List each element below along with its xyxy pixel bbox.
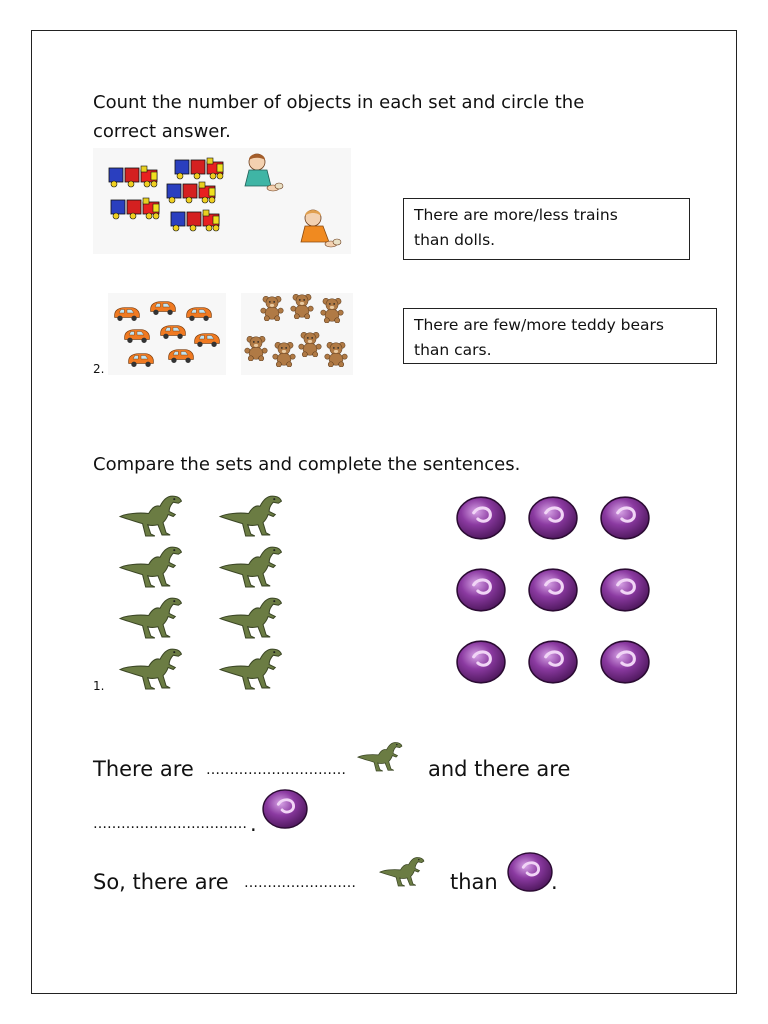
purple-marble-icon — [599, 495, 651, 541]
car-icon — [112, 303, 142, 323]
sentence3-part2: than — [450, 870, 498, 894]
sentence2-blank[interactable]: …………………………… — [93, 816, 247, 832]
car-icon — [122, 325, 152, 345]
box1-line1: There are more/less trains — [414, 206, 618, 224]
car-icon — [184, 303, 214, 323]
car-icon — [166, 345, 196, 365]
count-instruction-line1: Count the number of objects in each set and circle the — [93, 92, 585, 113]
set-number-1: 1. — [93, 679, 105, 693]
teddy-bear-icon — [243, 335, 269, 361]
purple-marble-icon — [455, 567, 507, 613]
dinosaur-icon — [116, 492, 208, 538]
teddy-bears-picture — [241, 293, 353, 375]
sentence3-blank[interactable]: …………………… — [244, 875, 356, 891]
sentence1-part2: and there are — [428, 757, 571, 781]
train-icon — [169, 206, 224, 236]
dinosaur-icon — [216, 492, 308, 538]
sentence2-end: . — [250, 812, 257, 836]
dinosaur-icon — [216, 645, 308, 691]
box2-line2: than cars. — [414, 341, 492, 359]
purple-marble-icon — [527, 567, 579, 613]
trains-dolls-picture — [93, 148, 351, 254]
purple-marble-icon — [455, 495, 507, 541]
dinosaur-icon — [377, 848, 443, 894]
teddy-bear-icon — [259, 295, 285, 321]
teddy-bear-icon — [319, 297, 345, 323]
answer-box-teddy-cars[interactable] — [403, 308, 717, 364]
car-icon — [148, 297, 178, 317]
car-icon — [126, 349, 156, 369]
train-icon — [107, 162, 162, 192]
purple-marble-icon — [455, 639, 507, 685]
set-number-2: 2. — [93, 362, 105, 376]
sentence1-part1: There are — [93, 757, 194, 781]
doll-icon — [297, 206, 342, 251]
cars-picture — [108, 293, 226, 375]
train-icon — [109, 194, 164, 224]
teddy-bear-icon — [289, 293, 315, 319]
purple-marble-icon — [527, 495, 579, 541]
sentence1-blank[interactable]: ………………………… — [206, 762, 346, 778]
purple-marble-icon — [599, 639, 651, 685]
teddy-bear-icon — [323, 341, 349, 367]
purple-marble-icon — [599, 567, 651, 613]
purple-marble-icon — [527, 639, 579, 685]
teddy-bear-icon — [297, 331, 323, 357]
count-instruction-line2: correct answer. — [93, 121, 231, 142]
purple-marble-icon — [261, 788, 309, 830]
dinosaur-icon — [216, 543, 308, 589]
count-instruction — [93, 88, 693, 146]
dinosaur-icon — [116, 645, 208, 691]
car-icon — [192, 329, 222, 349]
doll-icon — [239, 150, 284, 195]
dinosaur-icon — [355, 733, 421, 779]
train-icon — [165, 178, 220, 208]
compare-instruction: Compare the sets and complete the sentences. — [93, 454, 521, 475]
teddy-bear-icon — [271, 341, 297, 367]
dinosaur-icon — [116, 543, 208, 589]
box1-line2: than dolls. — [414, 231, 496, 249]
answer-box-trains-dolls[interactable] — [403, 198, 690, 260]
sentence3-part1: So, there are — [93, 870, 229, 894]
dinosaur-icon — [216, 594, 308, 640]
dinosaur-icon — [116, 594, 208, 640]
car-icon — [158, 321, 188, 341]
purple-marble-icon — [506, 851, 554, 893]
sentence3-end: . — [551, 870, 558, 894]
box2-line1: There are few/more teddy bears — [414, 316, 664, 334]
